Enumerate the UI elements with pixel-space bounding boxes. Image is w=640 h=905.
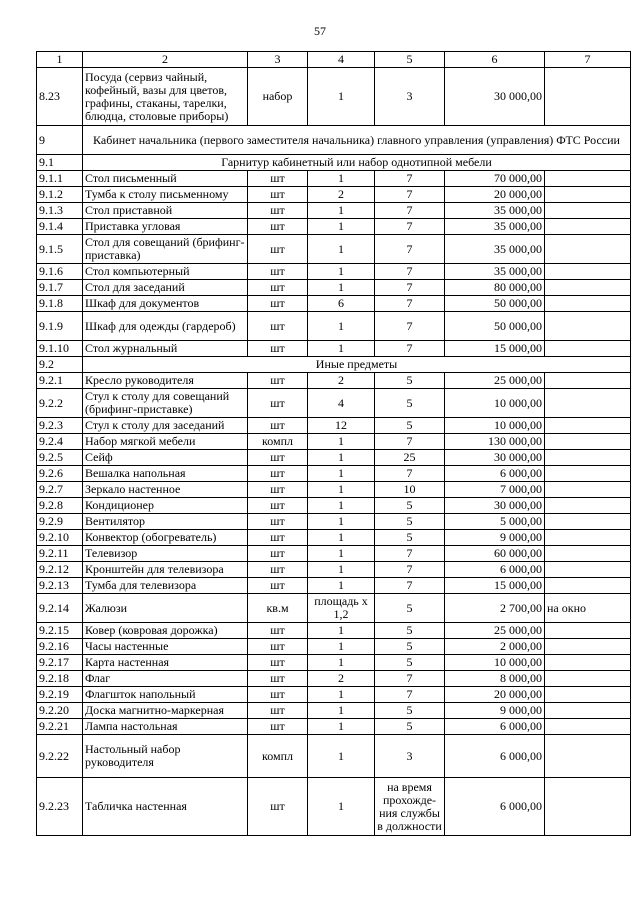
item-name: Лампа настольная xyxy=(83,719,248,735)
item-quantity: 1 xyxy=(308,514,375,530)
item-price: 60 000,00 xyxy=(445,546,545,562)
item-quantity: 1 xyxy=(308,171,375,187)
item-name: Конвектор (обогреватель) xyxy=(83,530,248,546)
item-unit: кв.м xyxy=(248,594,308,623)
item-note xyxy=(545,219,631,235)
item-price: 6 000,00 xyxy=(445,719,545,735)
column-header-row xyxy=(37,52,631,68)
item-quantity: 1 xyxy=(308,719,375,735)
item-name: Сейф xyxy=(83,450,248,466)
item-unit: шт xyxy=(248,514,308,530)
item-name: Телевизор xyxy=(83,546,248,562)
item-price: 30 000,00 xyxy=(445,498,545,514)
table-row xyxy=(37,778,631,836)
item-quantity: 1 xyxy=(308,312,375,341)
row-number: 9.2.17 xyxy=(37,655,83,671)
item-service-years: 7 xyxy=(375,341,445,357)
row-number: 9.2.2 xyxy=(37,389,83,418)
row-number: 9.2.13 xyxy=(37,578,83,594)
item-service-years: 5 xyxy=(375,719,445,735)
row-number: 9.1.4 xyxy=(37,219,83,235)
item-unit: шт xyxy=(248,389,308,418)
item-unit: шт xyxy=(248,778,308,836)
table-row xyxy=(37,735,631,778)
item-unit: шт xyxy=(248,530,308,546)
item-quantity: 6 xyxy=(308,296,375,312)
item-quantity: 1 xyxy=(308,219,375,235)
item-quantity: 1 xyxy=(308,264,375,280)
item-quantity: 1 xyxy=(308,578,375,594)
table-row xyxy=(37,498,631,514)
item-service-years: 5 xyxy=(375,623,445,639)
item-note xyxy=(545,373,631,389)
row-number: 9.1.9 xyxy=(37,312,83,341)
item-name: Стол журнальный xyxy=(83,341,248,357)
section-row xyxy=(37,126,631,155)
table-row xyxy=(37,530,631,546)
item-unit: шт xyxy=(248,578,308,594)
item-unit: шт xyxy=(248,546,308,562)
column-header: 2 xyxy=(83,52,248,68)
item-price: 10 000,00 xyxy=(445,389,545,418)
item-service-years: 3 xyxy=(375,68,445,126)
table-row xyxy=(37,171,631,187)
item-price: 7 000,00 xyxy=(445,482,545,498)
furniture-norms-table xyxy=(36,51,631,836)
item-name: Зеркало настенное xyxy=(83,482,248,498)
item-note xyxy=(545,562,631,578)
item-service-years: 7 xyxy=(375,187,445,203)
section-title: Иные предметы xyxy=(83,357,631,373)
row-number: 9.2.20 xyxy=(37,703,83,719)
table-row xyxy=(37,235,631,264)
row-number: 9.1.5 xyxy=(37,235,83,264)
item-service-years: 7 xyxy=(375,280,445,296)
column-header: 5 xyxy=(375,52,445,68)
item-price: 30 000,00 xyxy=(445,450,545,466)
item-note xyxy=(545,187,631,203)
item-service-years: 3 xyxy=(375,735,445,778)
item-name: Вентилятор xyxy=(83,514,248,530)
item-quantity: 1 xyxy=(308,655,375,671)
item-note xyxy=(545,280,631,296)
row-number: 9.2.4 xyxy=(37,434,83,450)
item-quantity: 1 xyxy=(308,623,375,639)
table-row xyxy=(37,296,631,312)
item-service-years: 7 xyxy=(375,687,445,703)
item-quantity: 12 xyxy=(308,418,375,434)
item-price: 2 000,00 xyxy=(445,639,545,655)
item-price: 35 000,00 xyxy=(445,203,545,219)
item-note xyxy=(545,735,631,778)
table-row xyxy=(37,68,631,126)
table-row xyxy=(37,450,631,466)
item-name: Жалюзи xyxy=(83,594,248,623)
item-quantity: 1 xyxy=(308,341,375,357)
item-name: Стул к столу для совещаний (брифинг-приставке) xyxy=(83,389,248,418)
item-service-years: 5 xyxy=(375,373,445,389)
item-name: Табличка настенная xyxy=(83,778,248,836)
table-row xyxy=(37,280,631,296)
item-price: 15 000,00 xyxy=(445,341,545,357)
item-quantity: 1 xyxy=(308,466,375,482)
item-name: Флаг xyxy=(83,671,248,687)
item-service-years: 5 xyxy=(375,418,445,434)
item-note xyxy=(545,578,631,594)
item-name: Шкаф для документов xyxy=(83,296,248,312)
item-price: 8 000,00 xyxy=(445,671,545,687)
item-note xyxy=(545,639,631,655)
item-note xyxy=(545,546,631,562)
item-price: 9 000,00 xyxy=(445,703,545,719)
row-number: 9.1.3 xyxy=(37,203,83,219)
item-price: 9 000,00 xyxy=(445,530,545,546)
item-quantity: 1 xyxy=(308,434,375,450)
item-name: Стол для совещаний (брифинг-приставка) xyxy=(83,235,248,264)
item-service-years: 5 xyxy=(375,498,445,514)
item-quantity: 1 xyxy=(308,530,375,546)
row-number: 9.1.2 xyxy=(37,187,83,203)
item-note xyxy=(545,482,631,498)
item-quantity: 1 xyxy=(308,68,375,126)
row-number: 9.2.11 xyxy=(37,546,83,562)
table-row xyxy=(37,639,631,655)
item-service-years: 5 xyxy=(375,703,445,719)
row-number: 9.1.1 xyxy=(37,171,83,187)
table-row xyxy=(37,418,631,434)
item-note xyxy=(545,68,631,126)
item-price: 35 000,00 xyxy=(445,219,545,235)
item-note xyxy=(545,203,631,219)
item-service-years: 7 xyxy=(375,171,445,187)
item-price: 80 000,00 xyxy=(445,280,545,296)
item-note xyxy=(545,450,631,466)
item-note xyxy=(545,498,631,514)
table-row xyxy=(37,623,631,639)
item-unit: шт xyxy=(248,450,308,466)
row-number: 9.2.1 xyxy=(37,373,83,389)
row-number: 9.2.7 xyxy=(37,482,83,498)
item-note xyxy=(545,514,631,530)
item-price: 2 700,00 xyxy=(445,594,545,623)
item-note: на окно xyxy=(545,594,631,623)
row-number: 9.2.15 xyxy=(37,623,83,639)
item-note xyxy=(545,623,631,639)
item-price: 25 000,00 xyxy=(445,623,545,639)
item-name: Настольный набор руководителя xyxy=(83,735,248,778)
item-service-years: 5 xyxy=(375,655,445,671)
item-quantity: 1 xyxy=(308,562,375,578)
item-name: Посуда (сервиз чайный, кофейный, вазы для цветов, графины, стаканы, тарелки, блюдца, столовые приборы) xyxy=(83,68,248,126)
item-price: 25 000,00 xyxy=(445,373,545,389)
table-row xyxy=(37,466,631,482)
item-note xyxy=(545,312,631,341)
item-name: Кондиционер xyxy=(83,498,248,514)
item-service-years: 5 xyxy=(375,530,445,546)
item-service-years: 7 xyxy=(375,312,445,341)
row-number: 9.2 xyxy=(37,357,83,373)
item-unit: шт xyxy=(248,466,308,482)
row-number: 9.2.14 xyxy=(37,594,83,623)
item-note xyxy=(545,703,631,719)
item-service-years: 5 xyxy=(375,514,445,530)
item-unit: шт xyxy=(248,296,308,312)
item-unit: шт xyxy=(248,280,308,296)
item-unit: шт xyxy=(248,373,308,389)
table-row xyxy=(37,219,631,235)
row-number: 8.23 xyxy=(37,68,83,126)
table-row xyxy=(37,482,631,498)
item-name: Стол для заседаний xyxy=(83,280,248,296)
table-row xyxy=(37,687,631,703)
item-service-years: 7 xyxy=(375,466,445,482)
item-service-years: 7 xyxy=(375,671,445,687)
table-row xyxy=(37,187,631,203)
item-price: 70 000,00 xyxy=(445,171,545,187)
item-note xyxy=(545,655,631,671)
row-number: 9.2.8 xyxy=(37,498,83,514)
item-quantity: площадь х 1,2 xyxy=(308,594,375,623)
item-name: Стул к столу для заседаний xyxy=(83,418,248,434)
item-unit: шт xyxy=(248,703,308,719)
item-service-years: 7 xyxy=(375,546,445,562)
item-unit: шт xyxy=(248,418,308,434)
item-unit: шт xyxy=(248,719,308,735)
item-price: 5 000,00 xyxy=(445,514,545,530)
item-note xyxy=(545,466,631,482)
item-unit: шт xyxy=(248,623,308,639)
item-name: Шкаф для одежды (гардероб) xyxy=(83,312,248,341)
item-unit: шт xyxy=(248,655,308,671)
table-row xyxy=(37,594,631,623)
item-quantity: 1 xyxy=(308,203,375,219)
item-service-years: 10 xyxy=(375,482,445,498)
table-row xyxy=(37,434,631,450)
item-note xyxy=(545,719,631,735)
item-name: Набор мягкой мебели xyxy=(83,434,248,450)
item-note xyxy=(545,341,631,357)
item-quantity: 1 xyxy=(308,280,375,296)
item-name: Стол приставной xyxy=(83,203,248,219)
row-number: 9.2.19 xyxy=(37,687,83,703)
item-price: 20 000,00 xyxy=(445,687,545,703)
column-header: 3 xyxy=(248,52,308,68)
item-unit: шт xyxy=(248,498,308,514)
table-row xyxy=(37,389,631,418)
column-header: 4 xyxy=(308,52,375,68)
item-unit: шт xyxy=(248,671,308,687)
column-header: 6 xyxy=(445,52,545,68)
item-quantity: 1 xyxy=(308,735,375,778)
item-note xyxy=(545,235,631,264)
item-unit: шт xyxy=(248,341,308,357)
item-service-years: 7 xyxy=(375,578,445,594)
item-service-years: 7 xyxy=(375,203,445,219)
item-price: 50 000,00 xyxy=(445,312,545,341)
item-price: 6 000,00 xyxy=(445,778,545,836)
table-body xyxy=(37,68,631,836)
item-note xyxy=(545,418,631,434)
item-service-years: 5 xyxy=(375,389,445,418)
item-name: Стол письменный xyxy=(83,171,248,187)
section-title: Кабинет начальника (первого заместителя начальника) главного управления (управления) ФТС России xyxy=(83,126,631,155)
item-price: 130 000,00 xyxy=(445,434,545,450)
item-note xyxy=(545,530,631,546)
item-quantity: 1 xyxy=(308,546,375,562)
item-service-years: 7 xyxy=(375,264,445,280)
item-name: Флагшток напольный xyxy=(83,687,248,703)
column-header: 7 xyxy=(545,52,631,68)
item-quantity: 1 xyxy=(308,639,375,655)
item-unit: шт xyxy=(248,171,308,187)
item-name: Кронштейн для телевизора xyxy=(83,562,248,578)
item-quantity: 1 xyxy=(308,687,375,703)
item-service-years: 5 xyxy=(375,639,445,655)
row-number: 9.1.6 xyxy=(37,264,83,280)
row-number: 9.2.18 xyxy=(37,671,83,687)
item-name: Приставка угловая xyxy=(83,219,248,235)
item-price: 10 000,00 xyxy=(445,655,545,671)
table-row xyxy=(37,341,631,357)
item-note xyxy=(545,687,631,703)
row-number: 9.1.8 xyxy=(37,296,83,312)
item-price: 20 000,00 xyxy=(445,187,545,203)
item-note xyxy=(545,389,631,418)
item-quantity: 1 xyxy=(308,498,375,514)
item-service-years: 7 xyxy=(375,296,445,312)
row-number: 9.1.10 xyxy=(37,341,83,357)
row-number: 9.2.12 xyxy=(37,562,83,578)
row-number: 9.2.23 xyxy=(37,778,83,836)
item-name: Вешалка напольная xyxy=(83,466,248,482)
table-row xyxy=(37,546,631,562)
table-row xyxy=(37,703,631,719)
table-row xyxy=(37,373,631,389)
table-row xyxy=(37,264,631,280)
table-row xyxy=(37,562,631,578)
item-unit: компл xyxy=(248,434,308,450)
item-quantity: 4 xyxy=(308,389,375,418)
table-row xyxy=(37,671,631,687)
row-number: 9.2.9 xyxy=(37,514,83,530)
item-name: Стол компьютерный xyxy=(83,264,248,280)
item-service-years: на время прохожде-ния службы в должности xyxy=(375,778,445,836)
item-name: Доска магнитно-маркерная xyxy=(83,703,248,719)
item-price: 35 000,00 xyxy=(445,235,545,264)
item-note xyxy=(545,434,631,450)
item-name: Часы настенные xyxy=(83,639,248,655)
item-service-years: 7 xyxy=(375,235,445,264)
item-price: 35 000,00 xyxy=(445,264,545,280)
item-quantity: 1 xyxy=(308,482,375,498)
item-name: Ковер (ковровая дорожка) xyxy=(83,623,248,639)
item-note xyxy=(545,264,631,280)
item-unit: компл xyxy=(248,735,308,778)
item-price: 50 000,00 xyxy=(445,296,545,312)
item-note xyxy=(545,778,631,836)
table-row xyxy=(37,719,631,735)
item-unit: набор xyxy=(248,68,308,126)
item-name: Карта настенная xyxy=(83,655,248,671)
item-service-years: 5 xyxy=(375,594,445,623)
item-name: Кресло руководителя xyxy=(83,373,248,389)
table-row xyxy=(37,578,631,594)
item-quantity: 2 xyxy=(308,671,375,687)
item-unit: шт xyxy=(248,687,308,703)
row-number: 9 xyxy=(37,126,83,155)
item-name: Тумба к столу письменному xyxy=(83,187,248,203)
item-quantity: 2 xyxy=(308,187,375,203)
table-row xyxy=(37,655,631,671)
row-number: 9.2.10 xyxy=(37,530,83,546)
row-number: 9.2.5 xyxy=(37,450,83,466)
item-service-years: 25 xyxy=(375,450,445,466)
page-number: 57 xyxy=(314,24,326,38)
item-price: 15 000,00 xyxy=(445,578,545,594)
item-note xyxy=(545,671,631,687)
item-quantity: 2 xyxy=(308,373,375,389)
item-unit: шт xyxy=(248,203,308,219)
item-service-years: 7 xyxy=(375,562,445,578)
row-number: 9.2.16 xyxy=(37,639,83,655)
item-service-years: 7 xyxy=(375,219,445,235)
item-quantity: 1 xyxy=(308,778,375,836)
item-service-years: 7 xyxy=(375,434,445,450)
item-unit: шт xyxy=(248,187,308,203)
item-quantity: 1 xyxy=(308,235,375,264)
row-number: 9.2.21 xyxy=(37,719,83,735)
section-row xyxy=(37,155,631,171)
item-name: Тумба для телевизора xyxy=(83,578,248,594)
item-quantity: 1 xyxy=(308,450,375,466)
section-title: Гарнитур кабинетный или набор однотипной мебели xyxy=(83,155,631,171)
item-unit: шт xyxy=(248,235,308,264)
row-number: 9.2.3 xyxy=(37,418,83,434)
item-note xyxy=(545,296,631,312)
item-unit: шт xyxy=(248,219,308,235)
item-price: 6 000,00 xyxy=(445,562,545,578)
section-row xyxy=(37,357,631,373)
item-price: 30 000,00 xyxy=(445,68,545,126)
item-note xyxy=(545,171,631,187)
row-number: 9.2.6 xyxy=(37,466,83,482)
column-header: 1 xyxy=(37,52,83,68)
item-price: 6 000,00 xyxy=(445,466,545,482)
table-row xyxy=(37,203,631,219)
item-price: 10 000,00 xyxy=(445,418,545,434)
item-unit: шт xyxy=(248,562,308,578)
row-number: 9.2.22 xyxy=(37,735,83,778)
row-number: 9.1 xyxy=(37,155,83,171)
item-unit: шт xyxy=(248,312,308,341)
row-number: 9.1.7 xyxy=(37,280,83,296)
item-quantity: 1 xyxy=(308,703,375,719)
item-price: 6 000,00 xyxy=(445,735,545,778)
table-row xyxy=(37,514,631,530)
item-unit: шт xyxy=(248,264,308,280)
item-unit: шт xyxy=(248,639,308,655)
table-row xyxy=(37,312,631,341)
item-unit: шт xyxy=(248,482,308,498)
